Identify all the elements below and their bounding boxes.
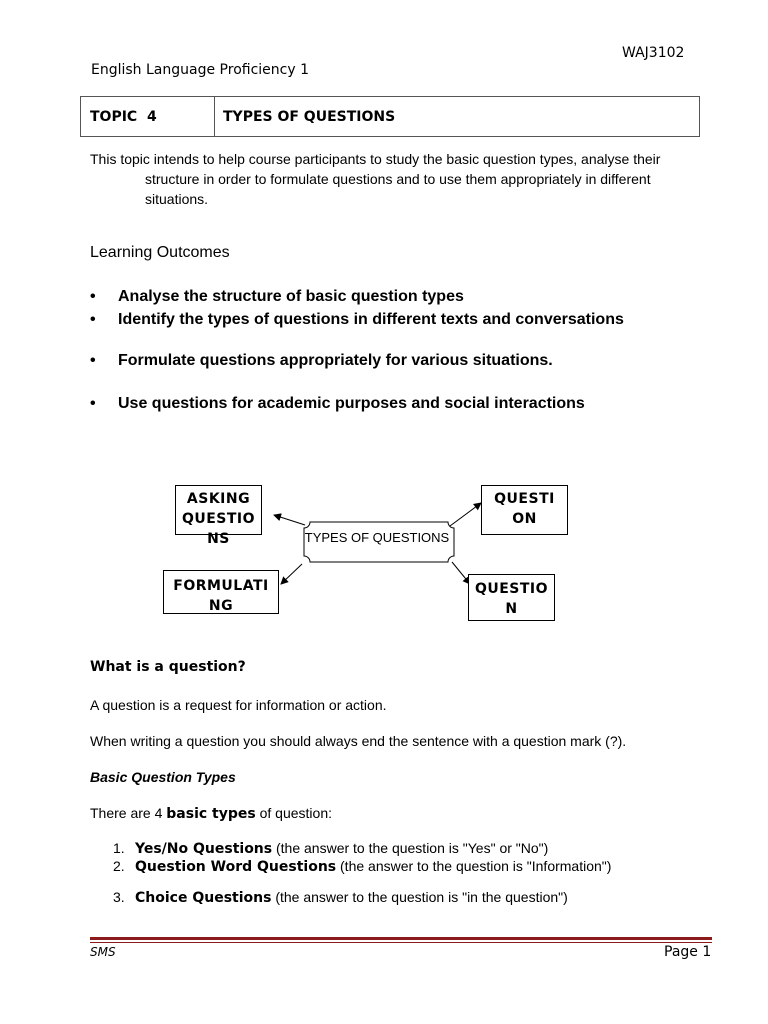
diagram-center-label: TYPES OF QUESTIONS bbox=[304, 530, 450, 545]
question-type-item bbox=[113, 840, 548, 857]
item-name: Question Word Questions bbox=[135, 859, 337, 875]
basic-types-intro-post: of question: bbox=[255, 805, 332, 821]
outcome-text: Use questions for academic purposes and social interactions bbox=[118, 395, 585, 412]
box-question-bottom-right: QUESTIO N bbox=[468, 574, 555, 621]
item-text bbox=[135, 840, 548, 857]
page-number: Page 1 bbox=[664, 944, 712, 960]
question-writing-note: When writing a question you should always end the sentence with a question mark (?). bbox=[90, 733, 627, 749]
question-type-item bbox=[113, 889, 568, 906]
intro-paragraph bbox=[90, 149, 710, 209]
question-type-item bbox=[113, 858, 611, 875]
item-number: 1. bbox=[113, 840, 125, 856]
topic-number: TOPIC 4 bbox=[81, 97, 215, 136]
bullet-dot: • bbox=[90, 288, 96, 305]
arrow-to-question-tr bbox=[450, 503, 481, 526]
outcome-item bbox=[90, 352, 553, 370]
outcome-text: Formulate questions appropriately for various situations. bbox=[118, 352, 553, 369]
bullet-dot: • bbox=[90, 311, 96, 328]
basic-types-intro bbox=[90, 805, 332, 822]
what-is-question-heading: What is a question? bbox=[90, 659, 246, 675]
basic-question-types-heading: Basic Question Types bbox=[90, 769, 236, 785]
bullet-dot: • bbox=[90, 395, 96, 412]
item-name: Choice Questions bbox=[135, 890, 272, 906]
outcome-item bbox=[90, 311, 624, 329]
item-text bbox=[135, 858, 611, 875]
topic-table bbox=[80, 96, 700, 137]
bullet-dot: • bbox=[90, 352, 96, 369]
topic-title: TYPES OF QUESTIONS bbox=[223, 109, 396, 125]
course-title: English Language Proficiency 1 bbox=[91, 62, 309, 78]
item-text bbox=[135, 889, 568, 906]
outcome-item bbox=[90, 395, 585, 413]
outcome-item bbox=[90, 288, 464, 306]
item-name: Yes/No Questions bbox=[135, 841, 273, 857]
box-asking-questions: ASKING QUESTIO NS bbox=[175, 485, 262, 535]
course-code: WAJ3102 bbox=[622, 45, 685, 61]
item-desc: (the answer to the question is "in the question") bbox=[271, 889, 568, 905]
basic-types-intro-pre: There are 4 bbox=[90, 805, 167, 821]
intro-line-1: This topic intends to help course participants to study the basic question types, analyse their bbox=[90, 151, 661, 167]
intro-line-rest: structure in order to formulate questions and to use them appropriately in different situations. bbox=[145, 171, 651, 207]
item-desc: (the answer to the question is "Information") bbox=[336, 858, 612, 874]
outcome-text: Identify the types of questions in different texts and conversations bbox=[118, 311, 624, 328]
box-formulating: FORMULATI NG bbox=[163, 570, 279, 614]
outcome-text: Analyse the structure of basic question types bbox=[118, 288, 464, 305]
arrow-to-asking bbox=[274, 515, 305, 525]
item-number: 2. bbox=[113, 858, 125, 874]
question-types-diagram bbox=[150, 470, 590, 630]
footer-rule-thick bbox=[90, 937, 712, 940]
footer-initials: SMS bbox=[90, 945, 116, 959]
box-question-top-right: QUESTI ON bbox=[481, 485, 568, 535]
item-number: 3. bbox=[113, 889, 125, 905]
arrow-to-formulating bbox=[281, 564, 302, 584]
item-desc: (the answer to the question is "Yes" or "No") bbox=[272, 840, 549, 856]
footer-rule-thin bbox=[90, 942, 712, 943]
basic-types-intro-bold: basic types bbox=[166, 806, 256, 822]
question-definition: A question is a request for information or action. bbox=[90, 697, 387, 713]
learning-outcomes-title: Learning Outcomes bbox=[90, 244, 230, 261]
